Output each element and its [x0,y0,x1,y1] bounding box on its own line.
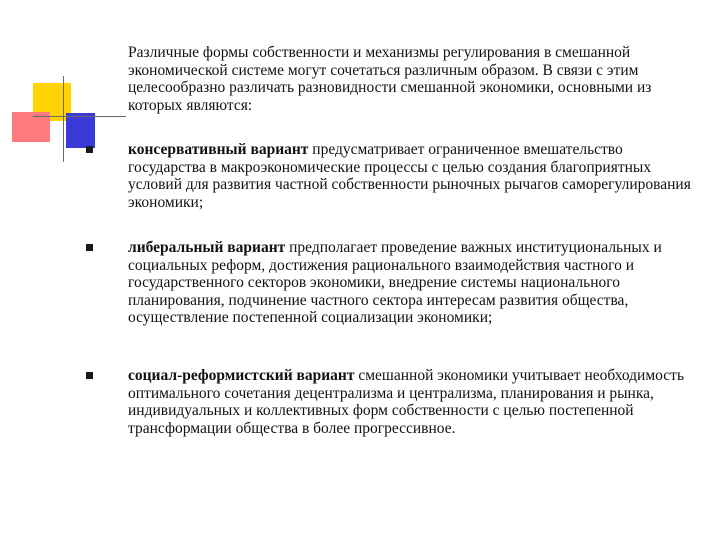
item-term: либеральный вариант [128,239,286,256]
item-text: предполагает проведение важных институциональных и социальных реформ, достижения рационального взаимодействия частного и государственного секторов экономики, внедрение системы национального планирования, подчинение частного сектора интересам развития общества, осуществление постепенной социализации экономики; [128,239,662,326]
list-item-conservative [128,141,703,211]
bullet-icon [86,244,93,251]
item-text: предусматривает ограниченное вмешательство государства в макроэкономические процессы с целью создания благоприятных условий для развития частной собственности рыночных рычагов саморегулирования экономики; [128,141,691,211]
list-item-social-reformist [128,367,703,437]
item-term: социал-реформистский вариант [128,367,355,384]
item-text: смешанной экономики учитывает необходимость оптимального сочетания децентрализма и централизма, планирования и рынка, индивидуальных и коллективных форм собственности с целью постепенной трансформации общества в более прогрессивное. [128,367,685,437]
decorative-horizontal-line [33,116,126,117]
list-item-liberal [128,239,703,327]
item-term: консервативный вариант [128,141,309,158]
decorative-vertical-line [63,76,64,162]
intro-paragraph: Различные формы собственности и механизмы регулирования в смешанной экономической системе могут сочетаться различным образом. В связи с этим целесообразно различать разновидности смешанной экономики, основными из которых являются: [128,44,652,114]
bullet-icon [86,372,93,379]
decorative-blue-square [66,113,95,148]
bullet-icon [86,146,93,153]
